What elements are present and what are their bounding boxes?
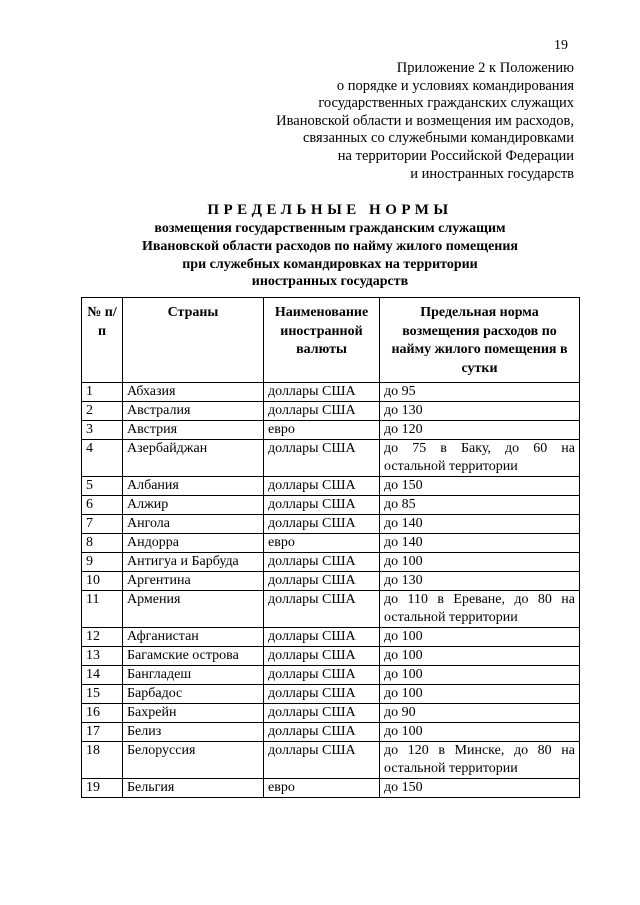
header-currency: Наименование иностранной валюты: [264, 298, 380, 383]
document-heading: ПРЕДЕЛЬНЫЕ НОРМЫ: [207, 202, 453, 218]
currency-cell: доллары США: [264, 402, 380, 421]
rate-cell: до 85: [380, 496, 580, 515]
document-subtitle: [80, 220, 580, 291]
subtitle-line: иностранных государств: [251, 274, 409, 290]
rate-cell: до 100: [380, 723, 580, 742]
country-cell: Бельгия: [123, 779, 264, 798]
currency-cell: доллары США: [264, 496, 380, 515]
row-number: 1: [82, 383, 123, 402]
row-number: 3: [82, 421, 123, 440]
row-number: 19: [82, 779, 123, 798]
table-row: [82, 666, 580, 685]
row-number: 17: [82, 723, 123, 742]
country-cell: Австрия: [123, 421, 264, 440]
table-row: [82, 496, 580, 515]
table-row: [82, 685, 580, 704]
country-cell: Армения: [123, 591, 264, 628]
header-rate: Предельная норма возмещения расходов по найму жилого помещения в сутки: [380, 298, 580, 383]
row-number: 6: [82, 496, 123, 515]
row-number: 4: [82, 440, 123, 477]
appendix-line: и иностранных государств: [410, 165, 574, 182]
country-cell: Австралия: [123, 402, 264, 421]
table-row: [82, 704, 580, 723]
table-row: [82, 572, 580, 591]
country-cell: Ангола: [123, 515, 264, 534]
country-cell: Андорра: [123, 534, 264, 553]
country-cell: Алжир: [123, 496, 264, 515]
country-cell: Багамские острова: [123, 647, 264, 666]
rate-cell: до 120: [380, 421, 580, 440]
currency-cell: доллары США: [264, 572, 380, 591]
currency-cell: доллары США: [264, 704, 380, 723]
currency-cell: доллары США: [264, 477, 380, 496]
subtitle-line: Ивановской области расходов по найму жилого помещения: [141, 238, 518, 254]
currency-cell: доллары США: [264, 742, 380, 779]
country-cell: Абхазия: [123, 383, 264, 402]
table-row: [82, 402, 580, 421]
rate-cell: до 150: [380, 779, 580, 798]
table-row: [82, 477, 580, 496]
appendix-line: на территории Российской Федерации: [337, 147, 574, 164]
rate-cell: до 140: [380, 534, 580, 553]
title-block: [80, 200, 580, 291]
table-row: [82, 628, 580, 647]
country-cell: Барбадос: [123, 685, 264, 704]
row-number: 9: [82, 553, 123, 572]
table-row: [82, 440, 580, 477]
subtitle-line: при служебных командировках на территории: [182, 256, 478, 272]
table-row: [82, 534, 580, 553]
currency-cell: доллары США: [264, 383, 380, 402]
currency-cell: доллары США: [264, 515, 380, 534]
table-body: [82, 383, 580, 798]
rate-cell: до 130: [380, 402, 580, 421]
rate-cell: до 110 в Ереване, до 80 на остальной территории: [380, 591, 580, 628]
currency-cell: евро: [264, 779, 380, 798]
table-row: [82, 515, 580, 534]
rate-cell: до 75 в Баку, до 60 на остальной территории: [380, 440, 580, 477]
country-cell: Белиз: [123, 723, 264, 742]
table-row: [82, 421, 580, 440]
norms-table: [81, 297, 580, 798]
row-number: 13: [82, 647, 123, 666]
country-cell: Албания: [123, 477, 264, 496]
row-number: 12: [82, 628, 123, 647]
currency-cell: доллары США: [264, 440, 380, 477]
currency-cell: доллары США: [264, 647, 380, 666]
appendix-line: государственных гражданских служащих: [318, 95, 574, 112]
currency-cell: доллары США: [264, 685, 380, 704]
currency-cell: доллары США: [264, 591, 380, 628]
row-number: 7: [82, 515, 123, 534]
appendix-line: о порядке и условиях командирования: [336, 77, 574, 94]
currency-cell: доллары США: [264, 723, 380, 742]
row-number: 16: [82, 704, 123, 723]
header-number: № п/п: [82, 298, 123, 383]
country-cell: Афганистан: [123, 628, 264, 647]
table-row: [82, 723, 580, 742]
page-number: 19: [554, 38, 568, 53]
table-row: [82, 383, 580, 402]
currency-cell: доллары США: [264, 553, 380, 572]
row-number: 18: [82, 742, 123, 779]
rate-cell: до 150: [380, 477, 580, 496]
rate-cell: до 90: [380, 704, 580, 723]
header-country: Страны: [123, 298, 264, 383]
subtitle-line: возмещения государственным гражданским служащим: [154, 221, 506, 236]
currency-cell: доллары США: [264, 666, 380, 685]
row-number: 11: [82, 591, 123, 628]
table-row: [82, 647, 580, 666]
row-number: 5: [82, 477, 123, 496]
rate-cell: до 100: [380, 647, 580, 666]
appendix-reference: [154, 60, 574, 183]
rate-cell: до 130: [380, 572, 580, 591]
country-cell: Аргентина: [123, 572, 264, 591]
country-cell: Азербайджан: [123, 440, 264, 477]
table-row: [82, 591, 580, 628]
rate-cell: до 140: [380, 515, 580, 534]
rate-cell: до 120 в Минске, до 80 на остальной территории: [380, 742, 580, 779]
table-row: [82, 779, 580, 798]
currency-cell: евро: [264, 421, 380, 440]
country-cell: Бангладеш: [123, 666, 264, 685]
currency-cell: евро: [264, 534, 380, 553]
table-row: [82, 742, 580, 779]
currency-cell: доллары США: [264, 628, 380, 647]
table-row: [82, 553, 580, 572]
row-number: 10: [82, 572, 123, 591]
country-cell: Белоруссия: [123, 742, 264, 779]
appendix-line: Ивановской области и возмещения им расходов,: [276, 112, 574, 129]
rate-cell: до 100: [380, 685, 580, 704]
rate-cell: до 100: [380, 553, 580, 572]
appendix-line: связанных со служебными командировками: [302, 130, 574, 147]
rate-cell: до 100: [380, 666, 580, 685]
rate-cell: до 95: [380, 383, 580, 402]
row-number: 2: [82, 402, 123, 421]
row-number: 15: [82, 685, 123, 704]
row-number: 8: [82, 534, 123, 553]
rate-cell: до 100: [380, 628, 580, 647]
country-cell: Антигуа и Барбуда: [123, 553, 264, 572]
appendix-line: Приложение 2 к Положению: [396, 60, 574, 76]
row-number: 14: [82, 666, 123, 685]
table-header-row: [82, 298, 580, 383]
country-cell: Бахрейн: [123, 704, 264, 723]
